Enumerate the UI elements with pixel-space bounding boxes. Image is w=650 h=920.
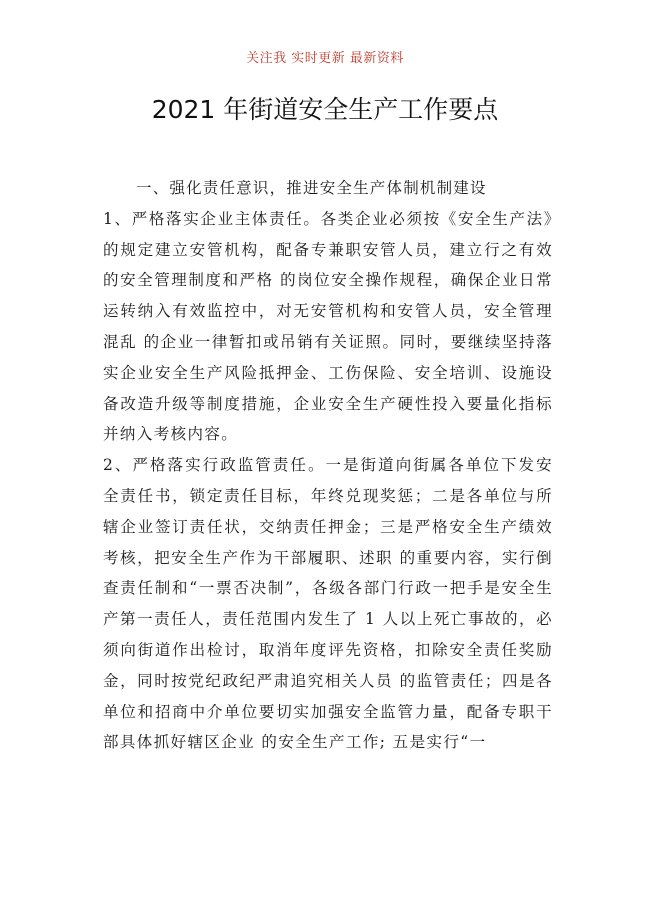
- document-body: [103, 173, 553, 758]
- document-title: 2021 年街道安全生产工作要点: [151, 95, 499, 124]
- paragraph-2: 2、严格落实行政监管责任。一是街道向街属各单位下发安全责任书，锁定责任目标，年终兑现奖惩；二是各单位与所辖企业签订责任状，交纳责任押金；三是严格安全生产绩效考核，把安全生产作为干部履职、述职 的重要内容，实行倒查责任制和“一票否决制”，各级各部门行政一把手是安全生产第一责任人，责任范围内发生了 1 人以上死亡事故的，必须向街道作出检讨，取消年度评先资格，扣除安全责任奖励金，同时按党纪政纪严肃追究相关人员 的监管责任；四是各单位和招商中介单位要切实加强安全监管力量，配备专职干部具体抓好辖区企业 的安全生产工作; 五是实行“一: [103, 456, 553, 752]
- section-heading: 一、强化责任意识，推进安全生产体制机制建设: [136, 179, 487, 197]
- paragraph-1: 1、严格落实企业主体责任。各类企业必须按《安全生产法》的规定建立安管机构，配备专兼职安管人员，建立行之有效的安全管理制度和严格 的岗位安全操作规程，确保企业日常运转纳入有效监控中，对无安管机构和安管人员，安全管理混乱 的企业一律暂扣或吊销有关证照。同时，要继续坚持落实企业安全生产风险抵押金、工伤保险、安全培训、设施设备改造升级等制度措施，企业安全生产硬性投入要量化指标并纳入考核内容。: [103, 209, 553, 444]
- header-banner: 关注我 实时更新 最新资料: [246, 51, 404, 66]
